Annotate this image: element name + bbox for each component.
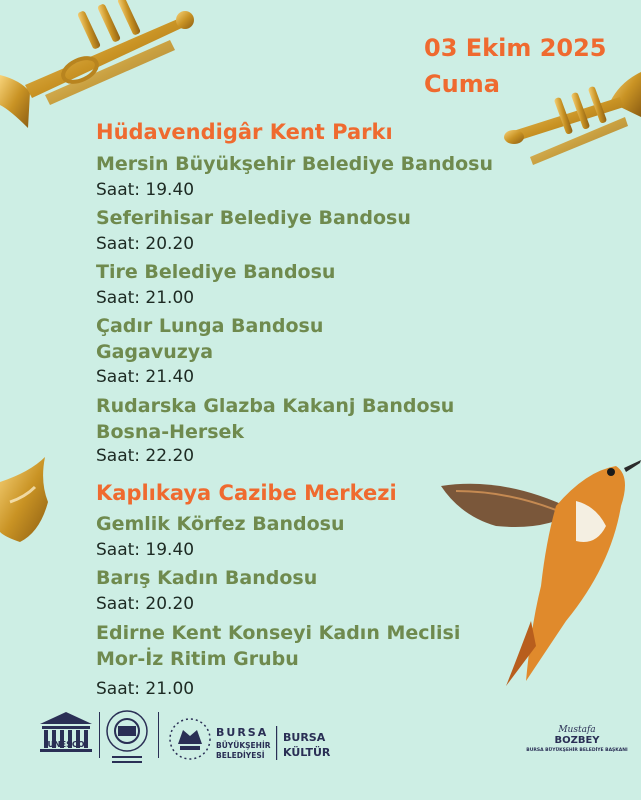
- trumpet-icon: [0, 0, 210, 130]
- event-time: Saat: 21.40: [96, 367, 195, 387]
- event-time: Saat: 20.20: [96, 594, 195, 614]
- event-time: Saat: 19.40: [96, 180, 195, 200]
- band-origin: Mor-İz Ritim Grubu: [96, 648, 299, 670]
- band-name: Seferihisar Belediye Bandosu: [96, 207, 411, 229]
- mayor-name: BOZBEY: [554, 735, 600, 746]
- bursa-text: BURSA: [216, 726, 269, 739]
- bursa-kultur-text: BURSA: [283, 731, 326, 744]
- unesco-logo: [40, 712, 92, 752]
- band-name: Mersin Büyükşehir Belediye Bandosu: [96, 153, 493, 175]
- day-text: Cuma: [424, 70, 500, 98]
- band-origin: Gagavuzya: [96, 341, 214, 363]
- event-time: Saat: 21.00: [96, 679, 195, 699]
- band-name: Edirne Kent Konseyi Kadın Meclisi: [96, 622, 461, 644]
- bursa-emblem-icon: [170, 719, 210, 759]
- band-name: Çadır Lunga Bandosu: [96, 315, 324, 337]
- mayor-signature: Mustafa: [558, 725, 596, 735]
- event-time: Saat: 21.00: [96, 288, 195, 308]
- band-name: Gemlik Körfez Bandosu: [96, 513, 345, 535]
- unesco-text: UNESCO: [47, 740, 85, 749]
- venue-title: Kaplıkaya Cazibe Merkezi: [96, 481, 397, 505]
- event-time: Saat: 19.40: [96, 540, 195, 560]
- world-heritage-icon: [107, 711, 147, 763]
- hummingbird-icon: [436, 446, 641, 691]
- sponsor-logos: [0, 706, 641, 776]
- event-date: [424, 30, 607, 102]
- band-name: Tire Belediye Bandosu: [96, 261, 336, 283]
- venue-title: Hüdavendigâr Kent Parkı: [96, 120, 393, 144]
- buyuksehir-text: BÜYÜKŞEHİR: [216, 741, 271, 750]
- belediyesi-text: BELEDİYESİ: [216, 751, 265, 760]
- event-time: Saat: 20.20: [96, 234, 195, 254]
- kultur-text: KÜLTÜR: [283, 746, 331, 759]
- band-name: Barış Kadın Bandosu: [96, 567, 318, 589]
- horn-bell-icon: [0, 452, 55, 544]
- band-name: Rudarska Glazba Kakanj Bandosu: [96, 395, 455, 417]
- event-time: Saat: 22.20: [96, 446, 195, 466]
- logo-bar: [0, 706, 641, 776]
- band-origin: Bosna-Hersek: [96, 421, 245, 443]
- mayor-title: BURSA BÜYÜKŞEHİR BELEDİYE BAŞKANI: [526, 748, 628, 753]
- date-text: 03 Ekim 2025: [424, 34, 607, 62]
